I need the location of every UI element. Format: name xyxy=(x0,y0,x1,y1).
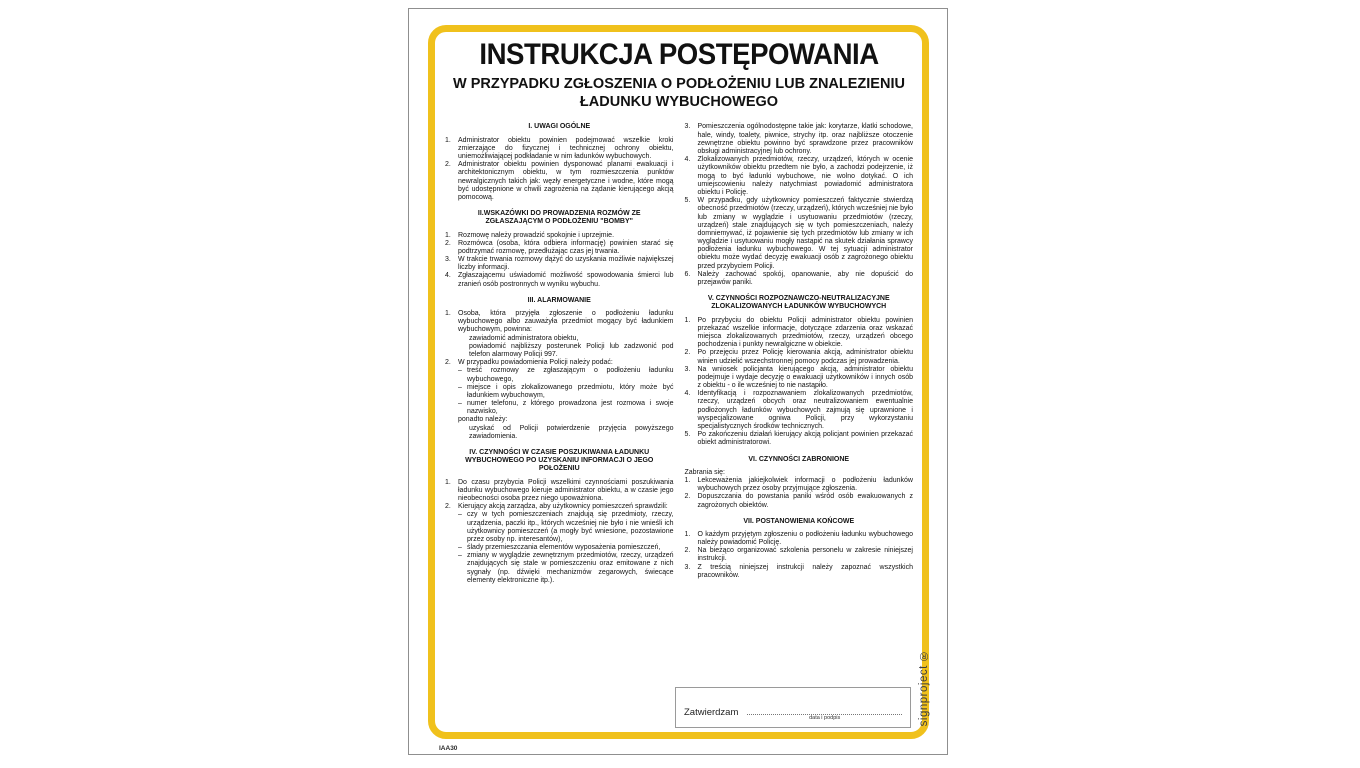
list-item xyxy=(685,271,914,287)
list-item xyxy=(445,479,674,504)
list-item-text: ponadto należy: xyxy=(458,416,508,424)
list-item xyxy=(445,503,674,511)
list-marker: 2. xyxy=(684,547,691,555)
list-item xyxy=(458,416,674,424)
list-item-text: W przypadku powiadomienia Policji należy podać: xyxy=(458,359,613,367)
section-heading: III. ALARMOWANIE xyxy=(527,296,591,304)
section-heading: I. UWAGI OGÓLNE xyxy=(528,123,591,131)
list-item-text: O każdym przyjętym zgłoszeniu o podłożeniu ładunku wybuchowego należy powiadomić Policję. xyxy=(697,530,913,547)
list-item xyxy=(469,425,674,441)
list-item-text: Zgłaszającemu uświadomić możliwość spowodowania śmierci lub zranień osób postronnych w wyniku wybuchu. xyxy=(458,272,674,288)
list-marker: 2. xyxy=(445,239,451,247)
list-marker: 5. xyxy=(684,197,691,205)
list-marker: 3. xyxy=(445,256,451,264)
right-column xyxy=(685,123,914,585)
list-item-text: Z treścią niniejszej instrukcji należy zapoznać wszystkich pracowników. xyxy=(697,563,913,579)
list-item-text: Po przejęciu przez Policję kierowania akcją, administrator obiektu winien udzielić wszechstronnej pomocy podczas jej prowadzenia. xyxy=(697,349,913,365)
list-item-text: Rozmowę należy prowadzić spokojnie i uprzejmie. xyxy=(458,231,615,239)
section-heading: IV. CZYNNOŚCI W CZASIE POSZUKIWANIA ŁADUNKU WYBUCHOWEGO PO UZYSKANIU INFORMACJI O JEGO POŁOŻENIU xyxy=(465,449,654,473)
section-heading: VI. CZYNNOŚCI ZABRONIONE xyxy=(748,455,850,463)
list-item xyxy=(685,477,914,493)
section-heading: VII. POSTANOWIENIA KOŃCOWE xyxy=(743,517,855,525)
list-marker: 2. xyxy=(445,503,451,511)
list-item-text: Po przybyciu do obiektu Policji administrator obiektu powinien przekazać wszelkie informacje, dotyczące zdarzenia oraz wskazać miejsca zlokalizowanych przedmiotów, rzeczy, urządzeń obcego pochodzenia i punkty newralgiczne w obiekcie. xyxy=(697,316,913,349)
list-item xyxy=(685,547,914,563)
list-item xyxy=(458,552,674,585)
list-item xyxy=(445,240,674,256)
list-marker: 1. xyxy=(445,310,451,317)
list-item-text: Należy zachować spokój, opanowanie, aby nie dopuścić do przejawów paniki. xyxy=(697,270,913,286)
sign-content xyxy=(445,39,913,585)
list-item-text: powiadomić najbliższy posterunek Policji lub zadzwonić pod telefon alarmowy Policji 997. xyxy=(469,342,674,358)
list-item xyxy=(685,123,914,156)
list-item xyxy=(685,197,914,271)
list-marker: 2. xyxy=(684,349,691,357)
list-item-text: Rozmówca (osoba, która odbiera informację) powinien starać się podtrzymać rozmowę, przedłużając czas jej trwania. xyxy=(458,239,674,255)
list-item-text: uzyskać od Policji potwierdzenie przyjęcia powyższego zawiadomienia. xyxy=(469,424,674,440)
page-title-text: INSTRUKCJA POSTĘPOWANIA xyxy=(479,38,879,71)
list-item-text: Dopuszczania do powstania paniki wśród osób ewakuowanych z zagrożonych obiektów. xyxy=(697,493,913,509)
list-marker: 5. xyxy=(684,431,691,439)
list-marker: 4. xyxy=(684,156,691,164)
two-column-body xyxy=(445,123,913,585)
approval-label: Zatwierdzam xyxy=(684,706,739,718)
list-marker: – xyxy=(458,544,462,552)
list-item xyxy=(685,317,914,350)
list-item-text: Kierujący akcją zarządza, aby użytkownicy pomieszczeń sprawdzili: xyxy=(458,503,668,511)
list-item xyxy=(445,232,674,240)
list-item xyxy=(445,359,674,367)
list-marker: – xyxy=(458,383,462,391)
left-column xyxy=(445,123,674,585)
list-item xyxy=(445,256,674,272)
list-marker: 3. xyxy=(684,123,691,131)
list-item-text: Do czasu przybycia Policji wszelkimi czynnościami poszukiwania ładunku wybuchowego kieruje administrator obiektu, a w czasie jego nieobecności osoba przez niego upoważniona. xyxy=(458,478,674,502)
list-item xyxy=(685,366,914,391)
list-item xyxy=(685,564,914,580)
list-item-text: Identyfikacją i rozpoznawaniem zlokalizowanych przedmiotów, rzeczy, urządzeń obcych oraz neutralizowaniem ewentualnie podłożonych ładunków wybuchowych zajmują się uprawnione i wyspecjalizowane ogniwa Policji, przy wykorzystaniu specjalistycznych środków technicznych. xyxy=(697,390,913,430)
product-code: IAA30 xyxy=(439,745,458,752)
list-marker: 1. xyxy=(684,530,691,538)
list-item xyxy=(685,156,914,197)
list-item xyxy=(685,469,914,477)
list-item-text: zawiadomić administratora obiektu, xyxy=(469,334,579,342)
list-item xyxy=(685,431,914,447)
list-item xyxy=(445,161,674,202)
list-item-text: Lekceważenia jakiejkolwiek informacji o podłożeniu ładunków wybuchowych przez osoby przyjmujące zgłoszenia. xyxy=(697,476,913,493)
list-item xyxy=(458,511,674,544)
list-item-text: Zabrania się: xyxy=(684,468,725,476)
list-item-text: Po zakończeniu działań kierujący akcją policjant powinien przekazać obiekt administratorowi. xyxy=(697,431,913,447)
section-heading: V. CZYNNOŚCI ROZPOZNAWCZO-NEUTRALIZACYJNE ZLOKALIZOWANYCH ŁADUNKÓW WYBUCHOWYCH xyxy=(707,295,890,311)
list-item xyxy=(445,137,674,162)
list-marker: 3. xyxy=(684,563,691,571)
list-item xyxy=(445,272,674,288)
list-marker: 6. xyxy=(684,270,691,278)
list-marker: 1. xyxy=(684,476,691,484)
list-item-text: treść rozmowy ze zgłaszającym o podłożeniu ładunku wybuchowego, xyxy=(467,367,674,383)
list-item-text: Administrator obiektu powinien podejmować wszelkie kroki zmierzające do fizycznej i technicznej ochrony obiektu, uniemożliwiającej podkładanie w nim ładunków wybuchowych. xyxy=(458,136,674,160)
list-marker: 1. xyxy=(445,136,451,144)
list-marker: 4. xyxy=(445,272,451,280)
list-marker: 1. xyxy=(445,478,451,486)
signature-dotted-line xyxy=(747,706,902,715)
subtitle-line-2: ŁADUNKU WYBUCHOWEGO xyxy=(579,94,779,111)
list-item xyxy=(458,400,674,416)
signature-area xyxy=(747,706,902,722)
list-item xyxy=(685,531,914,547)
list-marker: 2. xyxy=(445,359,451,367)
list-item-text: W trakcie trwania rozmowy dążyć do uzyskania możliwie największej liczby informacji. xyxy=(458,256,674,272)
page-subtitle xyxy=(445,75,913,111)
page-title xyxy=(445,39,913,70)
list-item-text: Pomieszczenia ogólnodostępne takie jak: korytarze, klatki schodowe, hale, windy, toalety, piwnice, strychy itp. oraz najbliższe otoczenie zewnętrzne obiektu powinno być sprawdzone przez pracowników obsługi administracyjnej lub ochrony. xyxy=(697,123,913,155)
list-item-text: czy w tych pomieszczeniach znajdują się przedmioty, rzeczy, urządzenia, paczki itp., których wcześniej nie było i nie wnieśli ich użytkownicy pomieszczeń (a mogły być wniesione, pozostawione przez osoby np. interesantów), xyxy=(467,511,674,543)
signature-hint: data i podpis xyxy=(809,714,841,721)
list-item xyxy=(685,493,914,509)
list-item-text: Zlokalizowanych przedmiotów, rzeczy, urządzeń, których w ocenie użytkowników obiektu przedtem nie było, a zachodzi podejrzenie, iż mogą to być ładunki wybuchowe, nie wolno dotykać. O ich umiejscowieniu należy natychmiast powiadomić administratora obiektu i Policję. xyxy=(697,156,913,196)
signproject-watermark: signproject ® xyxy=(918,648,930,726)
list-item xyxy=(685,390,914,431)
list-marker: 1. xyxy=(445,231,451,239)
list-item-text: zmiany w wyglądzie zewnętrznym przedmiotów, rzeczy, urządzeń znajdujących się stale w pomieszczeniu oraz emitowane z nich sygnały (np. dźwięki mechanizmów zegarowych, świecące elementy elektroniczne itp.). xyxy=(467,552,674,584)
list-marker: – xyxy=(458,367,462,375)
list-item-text: ślady przemieszczania elementów wyposażenia pomieszczeń, xyxy=(467,544,661,552)
approval-box xyxy=(675,687,911,728)
list-marker: – xyxy=(458,511,462,519)
instruction-sign-page xyxy=(408,8,948,755)
list-item xyxy=(458,384,674,400)
section-heading: II.WSKAZÓWKI DO PROWADZENIA ROZMÓW ZE ZGŁASZAJĄCYM O PODŁOŻENIU "BOMBY" xyxy=(477,210,641,226)
list-marker: 2. xyxy=(445,161,451,169)
list-item xyxy=(685,349,914,365)
list-marker: – xyxy=(458,552,462,560)
list-item-text: miejsce i opis zlokalizowanego przedmiotu, który może być ładunkiem wybuchowym, xyxy=(467,383,674,399)
list-item-text: W przypadku, gdy użytkownicy pomieszczeń faktycznie stwierdzą obecność przedmiotów (rzeczy, urządzeń), których wcześniej nie było lub zmiany w wyglądzie i usytuowaniu przedmiotów (rzeczy, urządzeń) stale znajdujących się w tych pomieszczeniach, należy domniemywać, iż pojawienie się tych przedmiotów lub zmiany w ich wyglądzie i usytuowaniu mogły nastąpić na skutek działania sprawcy podłożenia ładunku wybuchowego. W tej sytuacji administrator obiektu może wydać decyzję ewakuacji osób z zagrożonego obiektu przed przybyciem Policji. xyxy=(697,197,913,270)
list-item-text: Na bieżąco organizować szkolenia personelu w zakresie niniejszej instrukcji. xyxy=(697,547,913,563)
list-item-text: Osoba, która przyjęła zgłoszenie o podłożeniu ładunku wybuchowego albo zauważyła przedmiot mogący być ładunkiem wybuchowym, powinna: xyxy=(458,310,674,334)
list-item xyxy=(458,544,674,552)
list-item-text: numer telefonu, z którego prowadzona jest rozmowa i swoje nazwisko, xyxy=(467,400,674,416)
list-marker: 1. xyxy=(684,316,691,324)
list-item-text: Administrator obiektu powinien dysponować planami ewakuacji i architektonicznym obiektu, w tym rozmieszczenia punktów newralgicznych takich jak: węzły energetyczne i wodne, które mogą być udostępnione w chwili zagrożenia na żądanie kierującego akcją pomocową. xyxy=(458,161,674,201)
list-item xyxy=(469,335,674,343)
list-marker: – xyxy=(458,400,462,408)
list-marker: 2. xyxy=(684,493,691,501)
list-item-text: Na wniosek policjanta kierującego akcją, administrator obiektu podejmuje i wydaje decyzję o ewakuacji użytkowników i innych osób z obiektu - o ile wcześniej to nie nastąpiło. xyxy=(697,365,913,390)
subtitle-line-1: W PRZYPADKU ZGŁOSZENIA O PODŁOŻENIU LUB ZNALEZIENIU xyxy=(453,76,905,93)
list-item xyxy=(458,367,674,383)
list-item xyxy=(469,343,674,359)
list-item xyxy=(445,310,674,335)
list-marker: 4. xyxy=(684,390,691,398)
list-marker: 3. xyxy=(684,365,691,373)
